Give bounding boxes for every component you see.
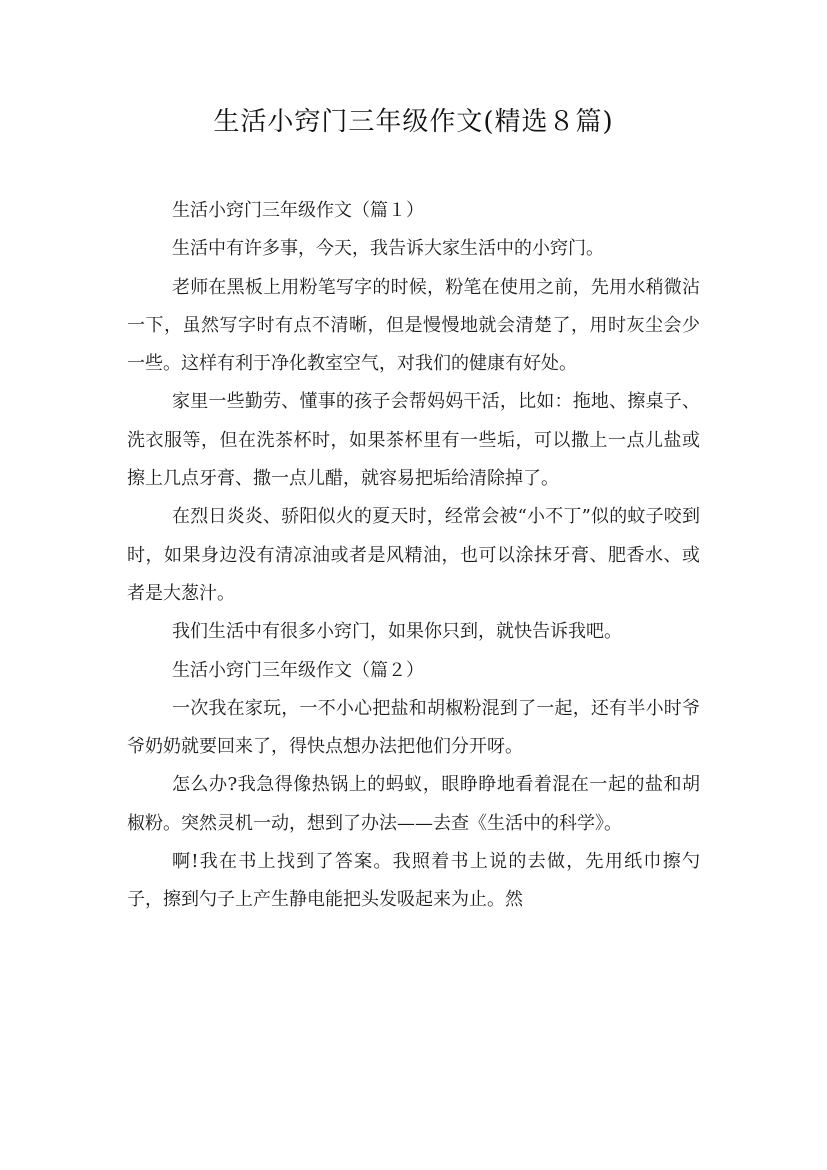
paragraph: 老师在黑板上用粉笔写字的时候，粉笔在使用之前，先用水稍微沾一下，虽然写字时有点不清晰，但是慢慢地就会清楚了，用时灰尘会少一些。这样有利于净化教室空气，对我们的健康有好处。 — [127, 276, 700, 375]
document-body — [127, 192, 700, 920]
paragraph: 怎么办?我急得像热锅上的蚂蚁，眼睁睁地看着混在一起的盐和胡椒粉。突然灵机一动，想到了办法——去查《生活中的科学》。 — [127, 774, 700, 834]
paragraph: 在烈日炎炎、骄阳似火的夏天时，经常会被“小不丁”似的蚊子咬到时，如果身边没有清凉油或者是风精油，也可以涂抹牙膏、肥香水、或者是大葱汁。 — [127, 506, 700, 604]
section-heading-2: 生活小窍门三年级作文（篇２） — [172, 659, 424, 681]
paragraph: 家里一些勤劳、懂事的孩子会帮妈妈干活，比如：拖地、擦桌子、洗衣服等，但在洗茶杯时，如果茶杯里有一些垢，可以撒上一点儿盐或擦上几点牙膏、撒一点儿醋，就容易把垢给清除掉了。 — [127, 391, 700, 490]
paragraph: 生活中有许多事，今天，我告诉大家生活中的小窍门。 — [172, 238, 604, 260]
paragraph: 一次我在家玩，一不小心把盐和胡椒粉混到了一起，还有半小时爷爷奶奶就要回来了，得快点想办法把他们分开呀。 — [127, 697, 700, 758]
paragraph: 我们生活中有很多小窍门，如果你只到，就快告诉我吧。 — [172, 621, 622, 643]
section-heading-1: 生活小窍门三年级作文（篇１） — [172, 200, 424, 221]
paragraph: 啊!我在书上找到了答案。我照着书上说的去做，先用纸巾擦勺子，擦到勺子上产生静电能把头发吸起来为止。然 — [127, 851, 700, 911]
document-title: 生活小窍门三年级作文(精选８篇) — [213, 107, 614, 137]
